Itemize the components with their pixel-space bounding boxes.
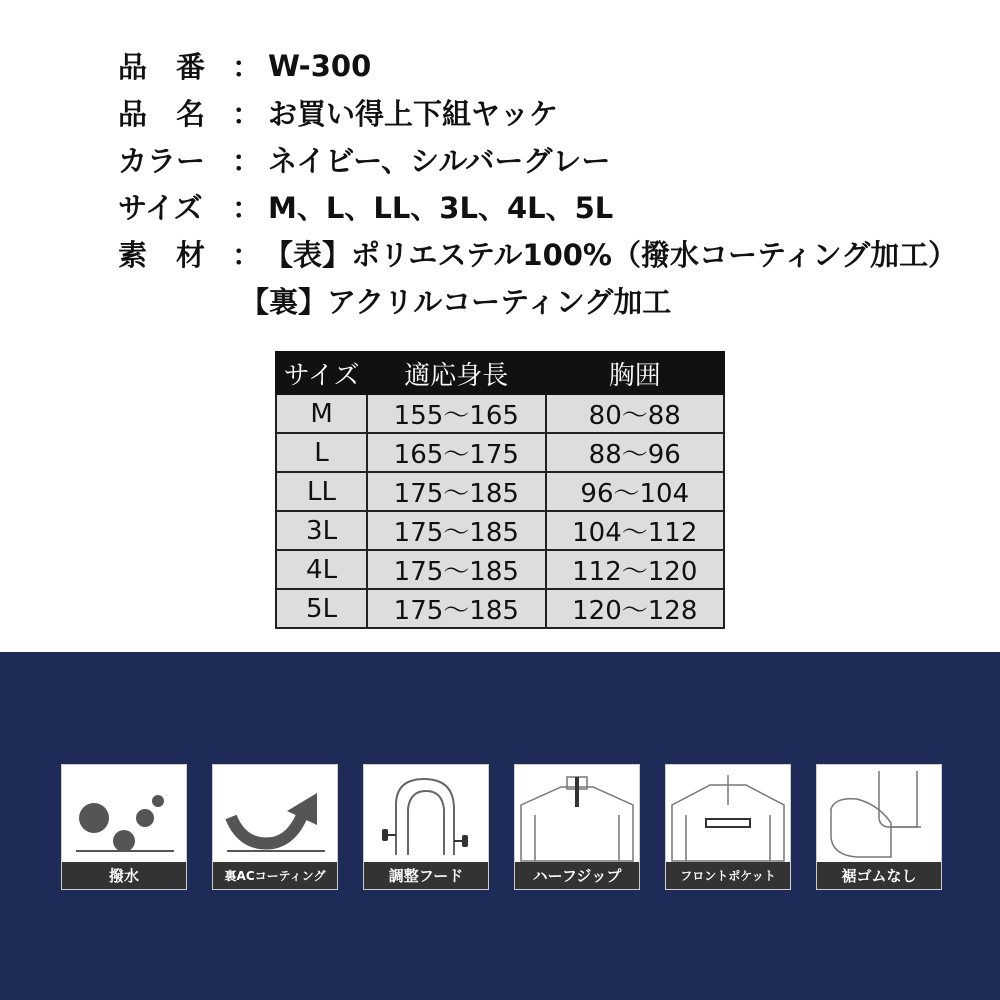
spec-material-inner bbox=[118, 277, 957, 324]
spec-colon: ： bbox=[232, 97, 262, 131]
table-row bbox=[276, 433, 724, 472]
table-row bbox=[276, 511, 724, 550]
table-cell: 3L bbox=[276, 511, 367, 550]
spec-value: M、L、LL、3L、4L、5L bbox=[268, 191, 614, 225]
table-cell: 80〜88 bbox=[546, 394, 724, 433]
table-header: 適応身長 bbox=[367, 352, 545, 394]
hood-icon bbox=[364, 765, 488, 863]
table-cell: 175〜185 bbox=[367, 589, 545, 628]
spec-color bbox=[118, 136, 957, 183]
spec-colon: ： bbox=[232, 191, 262, 225]
feature-half-zip bbox=[514, 764, 640, 890]
spec-colon: ： bbox=[232, 144, 262, 178]
spec-size bbox=[118, 183, 957, 230]
spec-label: カラー bbox=[118, 144, 206, 178]
spec-value: W-300 bbox=[268, 48, 372, 83]
spec-list bbox=[118, 42, 957, 324]
front-pocket-icon bbox=[666, 765, 790, 863]
feature-label: 裾ゴムなし bbox=[817, 862, 941, 889]
spec-value-inner: 【裏】アクリルコーティング加工 bbox=[240, 285, 672, 319]
size-table bbox=[275, 351, 725, 629]
table-cell: 175〜185 bbox=[367, 511, 545, 550]
table-cell: 88〜96 bbox=[546, 433, 724, 472]
spec-item-name bbox=[118, 89, 957, 136]
feature-front-pocket bbox=[665, 764, 791, 890]
feature-hem bbox=[816, 764, 942, 890]
table-cell: 175〜185 bbox=[367, 550, 545, 589]
table-cell: L bbox=[276, 433, 367, 472]
feature-label: ハーフジップ bbox=[515, 862, 639, 889]
spec-label: サイズ bbox=[118, 191, 203, 225]
feature-ac-coating bbox=[212, 764, 338, 890]
spec-value-outer: 【表】ポリエステル100%（撥水コーティング加工） bbox=[264, 238, 958, 272]
table-row bbox=[276, 550, 724, 589]
table-cell: M bbox=[276, 394, 367, 433]
spec-label: 品 名 bbox=[118, 97, 206, 131]
table-cell: 104〜112 bbox=[546, 511, 724, 550]
half-zip-icon bbox=[515, 765, 639, 863]
table-cell: 120〜128 bbox=[546, 589, 724, 628]
table-cell: 5L bbox=[276, 589, 367, 628]
table-header: 胸囲 bbox=[546, 352, 724, 394]
table-cell: 96〜104 bbox=[546, 472, 724, 511]
feature-hood bbox=[363, 764, 489, 890]
table-cell: 165〜175 bbox=[367, 433, 545, 472]
hem-no-elastic-icon bbox=[817, 765, 941, 863]
table-header-row bbox=[276, 352, 724, 394]
spec-value: ネイビー、シルバーグレー bbox=[268, 144, 611, 178]
feature-label: 裏ACコーティング bbox=[213, 862, 337, 889]
table-header: サイズ bbox=[276, 352, 367, 394]
spec-label: 素 材 bbox=[118, 238, 206, 272]
spec-label: 品 番 bbox=[118, 50, 206, 84]
table-cell: LL bbox=[276, 472, 367, 511]
spec-value: お買い得上下組ヤッケ bbox=[268, 97, 559, 131]
spec-colon: ： bbox=[232, 50, 262, 84]
spec-item-number bbox=[118, 42, 957, 89]
table-cell: 112〜120 bbox=[546, 550, 724, 589]
curved-arrow-icon bbox=[213, 765, 337, 863]
feature-label: フロントポケット bbox=[666, 862, 790, 889]
feature-icons bbox=[61, 764, 942, 890]
table-row bbox=[276, 472, 724, 511]
spec-material bbox=[118, 230, 957, 277]
spec-colon: ： bbox=[232, 238, 262, 272]
feature-label: 調整フード bbox=[364, 862, 488, 889]
table-row bbox=[276, 589, 724, 628]
table-cell: 155〜165 bbox=[367, 394, 545, 433]
feature-label: 撥水 bbox=[62, 862, 186, 889]
water-drops-icon bbox=[62, 765, 186, 863]
table-cell: 4L bbox=[276, 550, 367, 589]
feature-water-repellent bbox=[61, 764, 187, 890]
table-cell: 175〜185 bbox=[367, 472, 545, 511]
table-row bbox=[276, 394, 724, 433]
